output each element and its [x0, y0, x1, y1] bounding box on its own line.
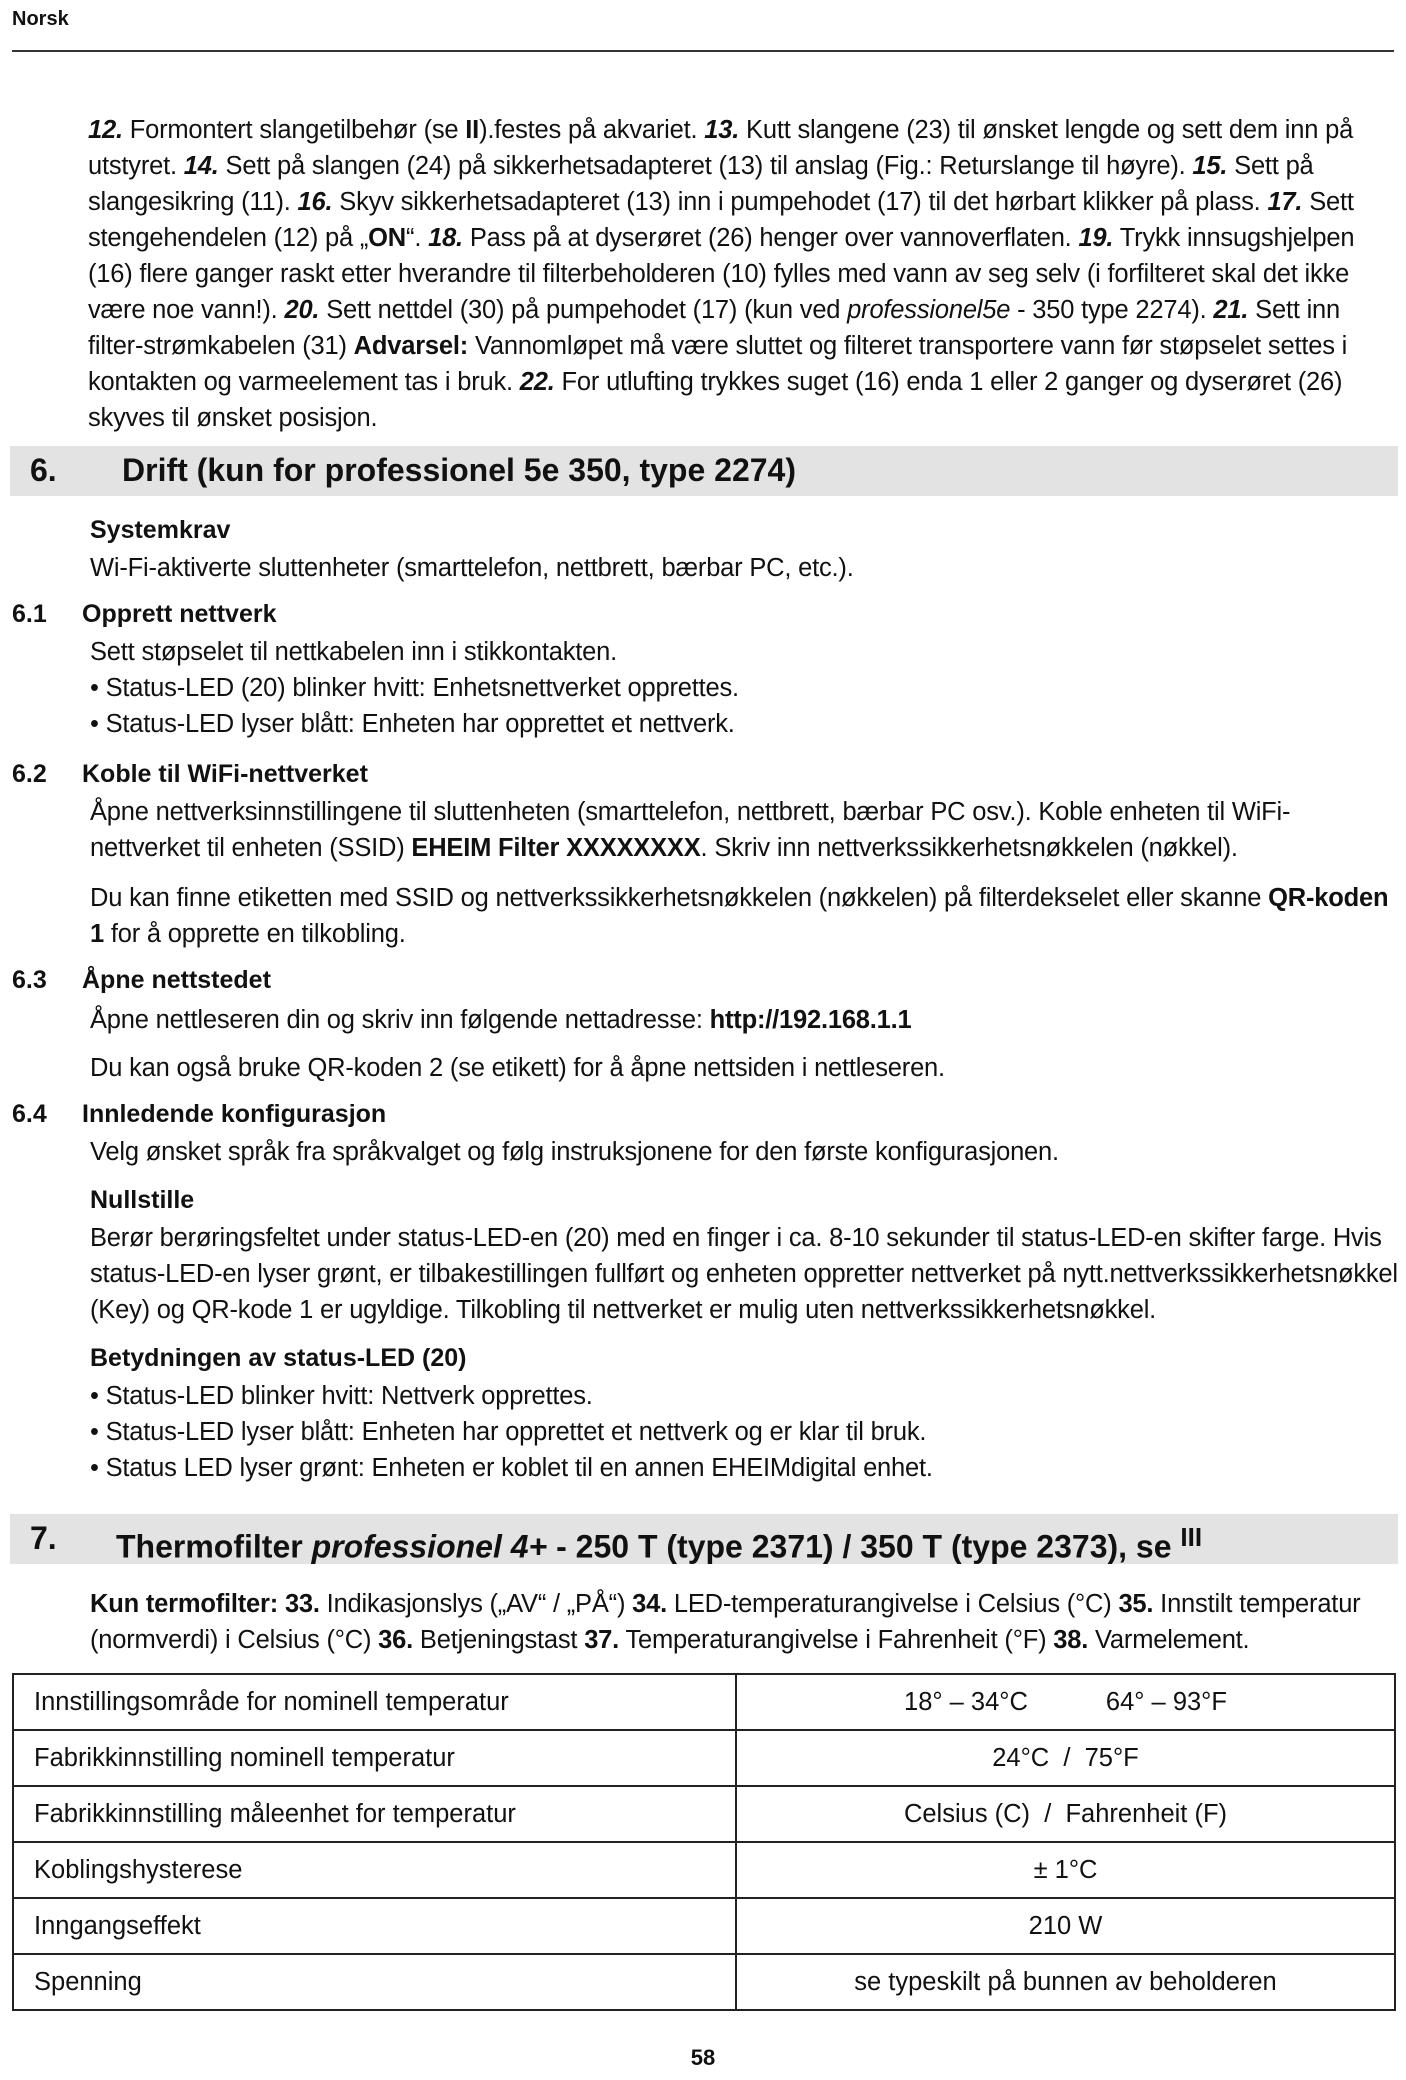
- table-row: [13, 1730, 1395, 1786]
- section-6-3-number: 6.3: [12, 966, 47, 994]
- web-address: http://192.168.1.1: [709, 1006, 912, 1034]
- status-led-bullet: • Status-LED lyser blått: Enheten har opprettet et nettverk og er klar til bruk.: [90, 1418, 927, 1446]
- spec-value: 24°C / 75°F: [736, 1730, 1395, 1786]
- table-row: [13, 1842, 1395, 1898]
- spec-value: ± 1°C: [736, 1842, 1395, 1898]
- section-6-3-paragraph-1: Åpne nettleseren din og skriv inn følgende nettadresse: http://192.168.1.1: [90, 1006, 912, 1034]
- systemkrav-text: Wi-Fi-aktiverte sluttenheter (smarttelefon, nettbrett, bærbar PC, etc.).: [90, 554, 854, 582]
- section-6-1-bullet: • Status-LED (20) blinker hvitt: Enhetsnettverket opprettes.: [90, 674, 739, 702]
- section-6-1-line: Sett støpselet til nettkabelen inn i stikkontakten.: [90, 638, 618, 666]
- table-row: [13, 1786, 1395, 1842]
- section-6-2-number: 6.2: [12, 760, 47, 788]
- nullstille-heading: Nullstille: [90, 1186, 195, 1214]
- section-6-3-paragraph-2: Du kan også bruke QR-koden 2 (se etikett) for å åpne nettsiden i nettleseren.: [90, 1054, 945, 1082]
- page-number: 58: [690, 2045, 716, 2070]
- status-led-bullet: • Status LED lyser grønt: Enheten er koblet til en annen EHEIMdigital enhet.: [90, 1454, 933, 1482]
- spec-label: Spenning: [13, 1954, 736, 2010]
- section-6-3-title: Åpne nettstedet: [82, 966, 271, 994]
- spec-value: se typeskilt på bunnen av beholderen: [736, 1954, 1395, 2010]
- section-6-2-title: Koble til WiFi-nettverket: [82, 760, 368, 788]
- section-7-number: 7.: [30, 1520, 57, 1556]
- systemkrav-heading: Systemkrav: [90, 516, 231, 544]
- thermofilter-legend: Kun termofilter: 33. Indikasjonslys („AV“ / „PÅ“) 34. LED-temperaturangivelse i Celsius (°C) 35. Innstilt temperatur (normverdi) i Celsius (°C) 36. Betjeningstast 37. Temperaturangivelse i Fahrenheit (°F) 38. Varmelement.: [90, 1590, 1361, 1654]
- spec-value: 18° – 34°C 64° – 93°F: [736, 1674, 1395, 1730]
- section-6-4-number: 6.4: [12, 1100, 47, 1128]
- section-6-1-title: Opprett nettverk: [82, 600, 277, 628]
- page-language-label: Norsk: [12, 8, 69, 30]
- section-6-1-number: 6.1: [12, 600, 47, 628]
- section-6-2-paragraph-1: Åpne nettverksinnstillingene til sluttenheten (smarttelefon, nettbrett, bærbar PC osv.). Koble enheten til WiFi-nettverket til enheten (SSID) EHEIM Filter XXXXXXXX. Skriv inn nettverkssikkerhetsnøkkelen (nøkkel).: [90, 798, 1291, 862]
- spec-label: Innstillingsområde for nominell temperatur: [13, 1674, 736, 1730]
- assembly-steps-paragraph: 12. Formontert slangetilbehør (se II).festes på akvariet. 13. Kutt slangene (23) til ønsket lengde og sett dem inn på utstyret. 14. Sett på slangen (24) på sikkerhetsadapteret (13) til anslag (Fig.: Returslange til høyre). 15. Sett på slangesikring (11). 16. Skyv sikkerhetsadapteret (13) inn i pumpehodet (17) til det hørbart klikker på plass. 17. Sett stengehendelen (12) på „ON“. 18. Pass på at dyserøret (26) henger over vannoverflaten. 19. Trykk innsugshjelpen (16) flere ganger raskt etter hverandre til filterbeholderen (10) fylles med vann av seg selv (i forfilteret skal det ikke være noe vann!). 20. Sett nettdel (30) på pumpehodet (17) (kun ved professionel5e - 350 type 2274). 21. Sett inn filter-strømkabelen (31) Advarsel: Vannomløpet må være sluttet og filteret transportere vann før støpselet settes i kontakten og varmeelement tas i bruk. 22. For utlufting trykkes suget (16) enda 1 eller 2 ganger og dyserøret (26) skyves til ønsket posisjon.: [88, 116, 1355, 432]
- section-7-title: Thermofilter professionel 4+ - 250 T (type 2371) / 350 T (type 2373), se $^{III}$: [116, 1522, 1203, 1565]
- section-6-4-title: Innledende konfigurasjon: [82, 1100, 387, 1128]
- table-row: [13, 1674, 1395, 1730]
- table-row: [13, 1898, 1395, 1954]
- section-6-2-paragraph-2: Du kan finne etiketten med SSID og nettverkssikkerhetsnøkkelen (nøkkelen) på filterdekselet eller skanne QR-koden 1 for å opprette en tilkobling.: [90, 884, 1389, 948]
- status-led-bullet: • Status-LED blinker hvitt: Nettverk opprettes.: [90, 1382, 593, 1410]
- section-6-number: 6.: [30, 452, 57, 488]
- header-divider: [12, 50, 1394, 52]
- spec-label: Fabrikkinnstilling nominell temperatur: [13, 1730, 736, 1786]
- table-row: [13, 1954, 1395, 2010]
- section-6-title: Drift (kun for professionel 5e 350, type 2274): [122, 452, 796, 488]
- spec-label: Koblingshysterese: [13, 1842, 736, 1898]
- spec-value: 210 W: [736, 1898, 1395, 1954]
- section-6-1-bullet: • Status-LED lyser blått: Enheten har opprettet et nettverk.: [90, 710, 735, 738]
- section-7-heading-band: [10, 1514, 1398, 1564]
- specification-table: [12, 1673, 1396, 2011]
- spec-label: Inngangseffekt: [13, 1898, 736, 1954]
- nullstille-text: Berør berøringsfeltet under status-LED-en (20) med en finger i ca. 8-10 sekunder til status-LED-en skifter farge. Hvis status-LED-en lyser grønt, er tilbakestillingen fullført og enheten oppretter nettverket på nytt.nettverkssikkerhetsnøkkel (Key) og QR-kode 1 er ugyldige. Tilkobling til nettverket er mulig uten nettverkssikkerhetsnøkkel.: [90, 1224, 1398, 1324]
- spec-label: Fabrikkinnstilling måleenhet for temperatur: [13, 1786, 736, 1842]
- status-led-heading: Betydningen av status-LED (20): [90, 1344, 467, 1372]
- section-6-4-paragraph: Velg ønsket språk fra språkvalget og følg instruksjonene for den første konfigurasjonen.: [90, 1138, 1059, 1166]
- section-6-heading-band: [10, 446, 1398, 496]
- spec-value: Celsius (C) / Fahrenheit (F): [736, 1786, 1395, 1842]
